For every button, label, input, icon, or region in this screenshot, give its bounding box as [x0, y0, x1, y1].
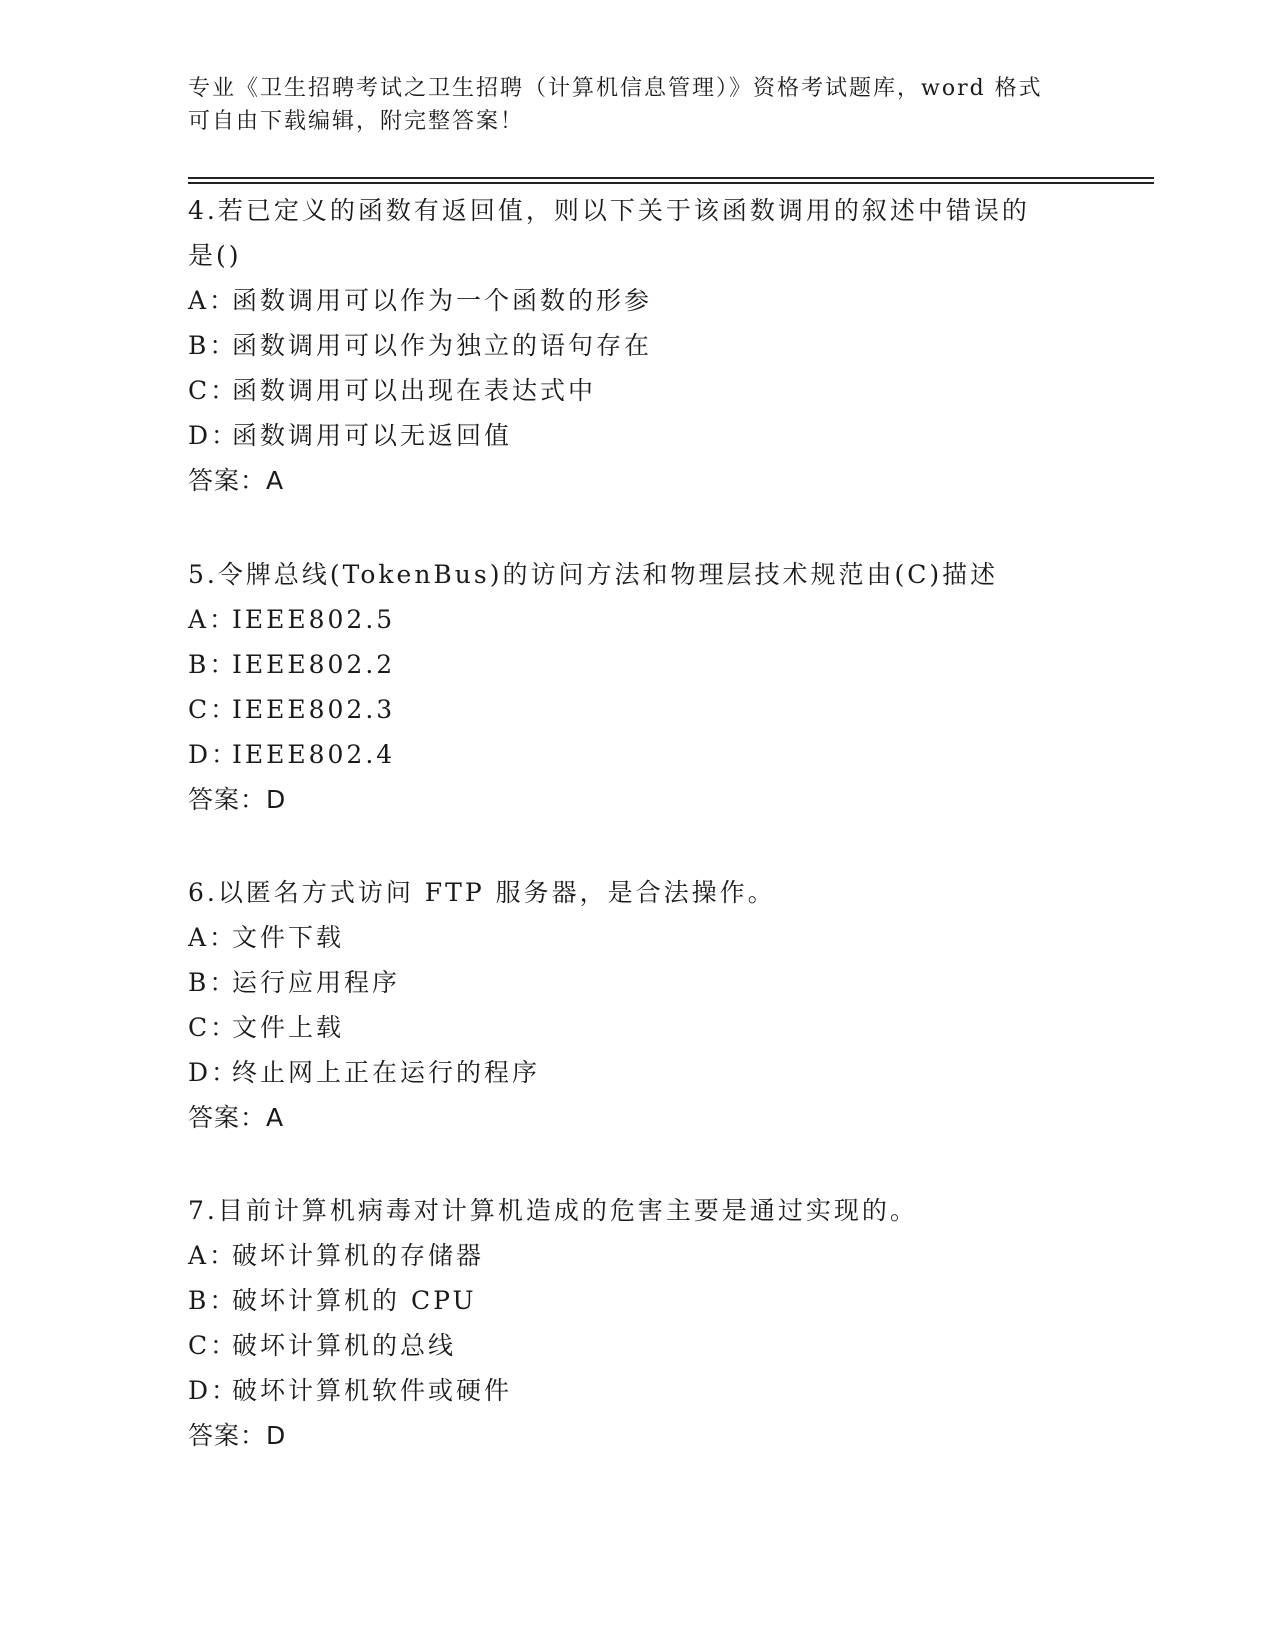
header-line-2: 可自由下载编辑，附完整答案！	[188, 109, 525, 134]
option-c	[188, 1005, 1088, 1050]
option-text: 函数调用可以作为独立的语句存在	[232, 331, 653, 360]
option-text: IEEE802.2	[232, 650, 396, 679]
option-text: 文件下载	[232, 923, 345, 952]
question-stem: 5.令牌总线(TokenBus)的访问方法和物理层技术规范由(C)描述	[188, 560, 999, 589]
option-a	[188, 597, 1088, 642]
header-divider-bottom	[188, 182, 1154, 184]
answer-line: 答案：D	[188, 1421, 287, 1450]
option-key: B：	[188, 650, 238, 679]
option-key: C：	[188, 376, 239, 405]
option-key: A：	[188, 923, 238, 952]
document-header	[188, 72, 1068, 138]
option-key: B：	[188, 968, 238, 997]
option-key: B：	[188, 1286, 238, 1315]
option-d	[188, 413, 1088, 458]
option-text: 函数调用可以无返回值	[232, 421, 513, 450]
option-key: D：	[188, 421, 240, 450]
option-a	[188, 1233, 1088, 1278]
option-text: 文件上载	[232, 1013, 345, 1042]
question-stem: 6.以匿名方式访问 FTP 服务器，是合法操作。	[188, 878, 776, 907]
option-text: IEEE802.5	[232, 605, 396, 634]
option-text: 函数调用可以出现在表达式中	[232, 376, 597, 405]
option-text: 运行应用程序	[232, 968, 401, 997]
option-a	[188, 278, 1088, 323]
option-b	[188, 960, 1088, 1005]
option-c	[188, 687, 1088, 732]
option-key: A：	[188, 286, 238, 315]
question-stem: 4.若已定义的函数有返回值，则以下关于该函数调用的叙述中错误的	[188, 196, 1030, 225]
option-a	[188, 915, 1088, 960]
option-d	[188, 732, 1088, 777]
option-b	[188, 642, 1088, 687]
option-key: B：	[188, 331, 238, 360]
option-b	[188, 1278, 1088, 1323]
option-text: 破坏计算机软件或硬件	[232, 1376, 513, 1405]
option-text: IEEE802.4	[232, 740, 396, 769]
option-key: C：	[188, 1013, 239, 1042]
question-5	[188, 552, 1088, 822]
header-line-1: 专业《卫生招聘考试之卫生招聘（计算机信息管理）》资格考试题库，word 格式	[188, 76, 1043, 101]
option-key: C：	[188, 695, 239, 724]
option-c	[188, 368, 1088, 413]
option-key: D：	[188, 1058, 240, 1087]
option-b	[188, 323, 1088, 368]
option-d	[188, 1368, 1088, 1413]
option-text: 破坏计算机的 CPU	[232, 1286, 477, 1315]
question-4	[188, 188, 1088, 503]
option-key: C：	[188, 1331, 239, 1360]
header-divider-top	[188, 177, 1154, 179]
option-text: 终止网上正在运行的程序	[232, 1058, 541, 1087]
answer-line: 答案：A	[188, 466, 285, 495]
question-7	[188, 1188, 1088, 1458]
option-key: A：	[188, 605, 238, 634]
answer-line: 答案：D	[188, 785, 287, 814]
option-text: IEEE802.3	[232, 695, 396, 724]
answer-line: 答案：A	[188, 1103, 285, 1132]
option-d	[188, 1050, 1088, 1095]
option-key: D：	[188, 740, 240, 769]
option-c	[188, 1323, 1088, 1368]
option-text: 函数调用可以作为一个函数的形参	[232, 286, 653, 315]
question-6	[188, 870, 1088, 1140]
option-text: 破坏计算机的存储器	[232, 1241, 485, 1270]
option-text: 破坏计算机的总线	[232, 1331, 457, 1360]
question-stem: 7.目前计算机病毒对计算机造成的危害主要是通过实现的。	[188, 1196, 918, 1225]
question-stem-continued: 是()	[188, 241, 242, 270]
option-key: D：	[188, 1376, 240, 1405]
option-key: A：	[188, 1241, 238, 1270]
